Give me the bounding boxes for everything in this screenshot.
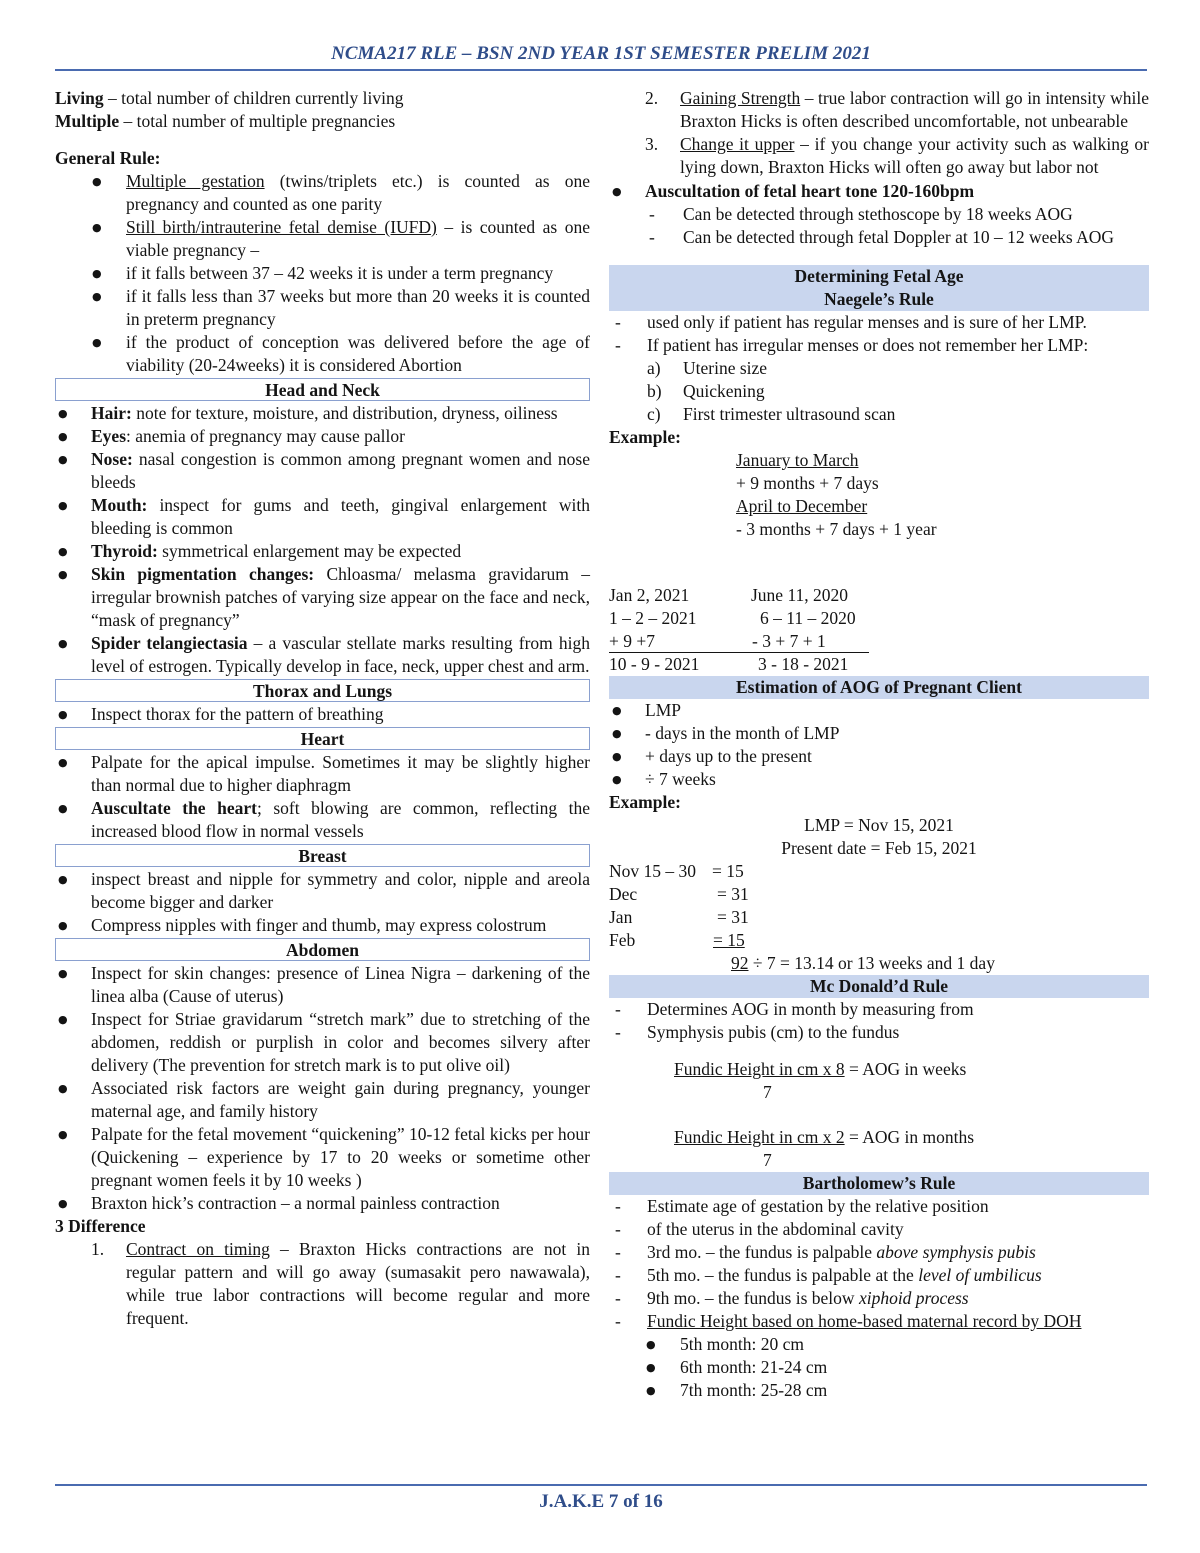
aog-list (609, 699, 1149, 791)
thorax-heading: Thorax and Lungs (55, 679, 590, 702)
mcdonald-formula-weeks: Fundic Height in cm x 8 = AOG in weeks 7 (674, 1059, 967, 1102)
head-neck-heading: Head and Neck (55, 378, 590, 401)
list-item: ● inspect breast and nipple for symmetry and color, nipple and areola become bigger and darker (55, 868, 590, 914)
list-item: ● Palpate for the fetal movement “quickening” 10-12 fetal kicks per hour (Quickening – experience by 17 to 20 weeks or sometime other pregnant women feels it by 10 weeks ) (55, 1123, 590, 1192)
list-item: - Can be detected through fetal Doppler at 10 – 12 weeks AOG (609, 226, 1149, 249)
general-rule-list (55, 170, 590, 377)
mcdonald-list (609, 998, 1149, 1044)
list-item: ● Associated risk factors are weight gain during pregnancy, younger maternal age, and family history (55, 1077, 590, 1123)
list-item: ● 7th month: 25-28 cm (609, 1379, 1149, 1402)
list-item: ● Auscultation of fetal heart tone 120-160bpm (609, 180, 1149, 203)
list-item: ● LMP (609, 699, 1149, 722)
list-item: 2. Gaining Strength – true labor contraction will go in intensity while Braxton Hicks is often described uncomfortable, not unbearable (645, 88, 1149, 131)
list-item: - Can be detected through stethoscope by 18 weeks AOG (609, 203, 1149, 226)
multiple-line: Multiple – total number of multiple pregnancies (55, 111, 396, 131)
mcdonald-heading: Mc Donald’d Rule (609, 975, 1149, 998)
fundic-height-list (609, 1333, 1149, 1402)
list-item: - 9th mo. – the fundus is below xiphoid process (609, 1287, 1149, 1310)
list-item: - If patient has irregular menses or does not remember her LMP: (609, 334, 1149, 357)
list-item: 3. Change it upper – if you change your activity such as walking or lying down, Braxton Hicks will often go away but labor not (645, 134, 1149, 177)
list-item: ● Multiple gestation (twins/triplets etc.) is counted as one pregnancy and counted as one parity (55, 170, 590, 216)
list-item: ● Skin pigmentation changes: Chloasma/ melasma gravidarum – irregular brownish patches of varying size appear on the face and neck, “mask of pregnancy” (55, 563, 590, 632)
list-item: a) Uterine size (647, 358, 768, 378)
page-footer: J.A.K.E 7 of 16 (539, 1491, 663, 1512)
header-rule (55, 69, 1147, 71)
list-item: ● Auscultate the heart; soft blowing are common, reflecting the increased blood flow in normal vessels (55, 797, 590, 843)
list-item: - 5th mo. – the fundus is palpable at the level of umbilicus (609, 1264, 1149, 1287)
right-column (609, 87, 1149, 1402)
naegele-formula: January to March + 9 months + 7 days April to December - 3 months + 7 days + 1 year (736, 450, 937, 539)
difference-list-continued (609, 87, 1149, 179)
footer-rule (55, 1484, 1147, 1486)
abdomen-heading: Abdomen (55, 938, 590, 961)
list-item: ● Palpate for the apical impulse. Sometimes it may be slightly higher than normal due to higher diaphragm (55, 751, 590, 797)
left-column (55, 87, 590, 1330)
list-item: ● - days in the month of LMP (609, 722, 1149, 745)
living-line: Living – total number of children currently living (55, 88, 404, 108)
naegele-list (609, 311, 1149, 357)
list-item: b) Quickening (647, 381, 765, 401)
list-item: - Determines AOG in month by measuring from (609, 998, 1149, 1021)
heart-heading: Heart (55, 727, 590, 750)
list-item: ● Inspect for skin changes: presence of Linea Nigra – darkening of the linea alba (Cause of uterus) (55, 962, 590, 1008)
naegele-calculation: Jan 2, 2021 June 11, 2020 1 – 2 – 2021 6 – 11 – 2020 + 9 +7 - 3 + 7 + 1 10 - 9 - 2021 3 - 18 - 2021 (609, 584, 869, 676)
list-item: ● 6th month: 21-24 cm (609, 1356, 1149, 1379)
general-rule-heading: General Rule: (55, 148, 161, 168)
list-item: - Estimate age of gestation by the relative position (609, 1195, 1149, 1218)
list-item: 1. Contract on timing – Braxton Hicks contractions are not in regular pattern and will go away (sumasakit pero nawawala), while true labor contractions will become regular and more frequent. (91, 1239, 590, 1328)
heart-list (55, 751, 590, 843)
list-item: ● 5th month: 20 cm (609, 1333, 1149, 1356)
list-item: ● Inspect thorax for the pattern of breathing (55, 703, 590, 726)
list-item: ● Spider telangiectasia – a vascular stellate marks resulting from high level of estrogen. Typically develop in face, neck, upper chest and arm. (55, 632, 590, 678)
list-item: - of the uterus in the abdominal cavity (609, 1218, 1149, 1241)
list-item: c) First trimester ultrasound scan (647, 404, 896, 424)
list-item: ● if it falls between 37 – 42 weeks it is under a term pregnancy (55, 262, 590, 285)
difference-heading: 3 Difference (55, 1216, 146, 1236)
example-label: Example: (609, 427, 681, 447)
list-item: ● if the product of conception was delivered before the age of viability (20-24weeks) it is considered Abortion (55, 331, 590, 377)
naegele-sublist (609, 357, 1149, 426)
list-item: ● Still birth/intrauterine fetal demise (IUFD) – is counted as one viable pregnancy – (55, 216, 590, 262)
breast-heading: Breast (55, 844, 590, 867)
head-neck-list (55, 402, 590, 678)
aog-lmp: LMP = Nov 15, 2021 (804, 815, 954, 835)
fetal-age-heading: Determining Fetal Age (609, 265, 1149, 288)
list-item: ● Inspect for Striae gravidarum “stretch mark” due to stretching of the abdomen, reddish or purplish in color and becomes silvery after delivery (The prevention for stretch mark is to put olive oil) (55, 1008, 590, 1077)
breast-list (55, 868, 590, 937)
list-item: ● Compress nipples with finger and thumb, may express colostrum (55, 914, 590, 937)
thorax-list (55, 703, 590, 726)
aog-present: Present date = Feb 15, 2021 (781, 838, 977, 858)
list-item: - used only if patient has regular menses and is sure of her LMP. (609, 311, 1149, 334)
aog-heading: Estimation of AOG of Pregnant Client (609, 676, 1149, 699)
bartholomew-list (609, 1195, 1149, 1333)
abdomen-list (55, 962, 590, 1215)
list-item: ● Nose: nasal congestion is common among pregnant women and nose bleeds (55, 448, 590, 494)
mcdonald-formula-months: Fundic Height in cm x 2 = AOG in months 7 (674, 1127, 975, 1170)
list-item: ● Mouth: inspect for gums and teeth, gingival enlargement with bleeding is common (55, 494, 590, 540)
fht-list (609, 180, 1149, 203)
list-item: - Symphysis pubis (cm) to the fundus (609, 1021, 1149, 1044)
naegele-heading: Naegele’s Rule (609, 288, 1149, 311)
aog-example-label: Example: (609, 792, 681, 812)
fht-sublist (609, 203, 1149, 249)
difference-list (55, 1238, 590, 1330)
list-item: ● if it falls less than 37 weeks but more than 20 weeks it is counted in preterm pregnancy (55, 285, 590, 331)
list-item: ● ÷ 7 weeks (609, 768, 1149, 791)
aog-calculation: Nov 15 – 30 = 15 Dec = 31 Jan = 31 Feb = 15 92 ÷ 7 = 13.14 or 13 weeks and 1 day (609, 861, 995, 973)
list-item: ● Braxton hick’s contraction – a normal painless contraction (55, 1192, 590, 1215)
list-item: ● + days up to the present (609, 745, 1149, 768)
page-header: NCMA217 RLE – BSN 2ND YEAR 1ST SEMESTER PRELIM 2021 (331, 43, 871, 64)
bartholomew-heading: Bartholomew’s Rule (609, 1172, 1149, 1195)
list-item: ● Eyes: anemia of pregnancy may cause pallor (55, 425, 590, 448)
list-item: - 3rd mo. – the fundus is palpable above symphysis pubis (609, 1241, 1149, 1264)
list-item: - Fundic Height based on home-based maternal record by DOH (609, 1310, 1149, 1333)
list-item: ● Thyroid: symmetrical enlargement may be expected (55, 540, 590, 563)
list-item: ● Hair: note for texture, moisture, and distribution, dryness, oiliness (55, 402, 590, 425)
